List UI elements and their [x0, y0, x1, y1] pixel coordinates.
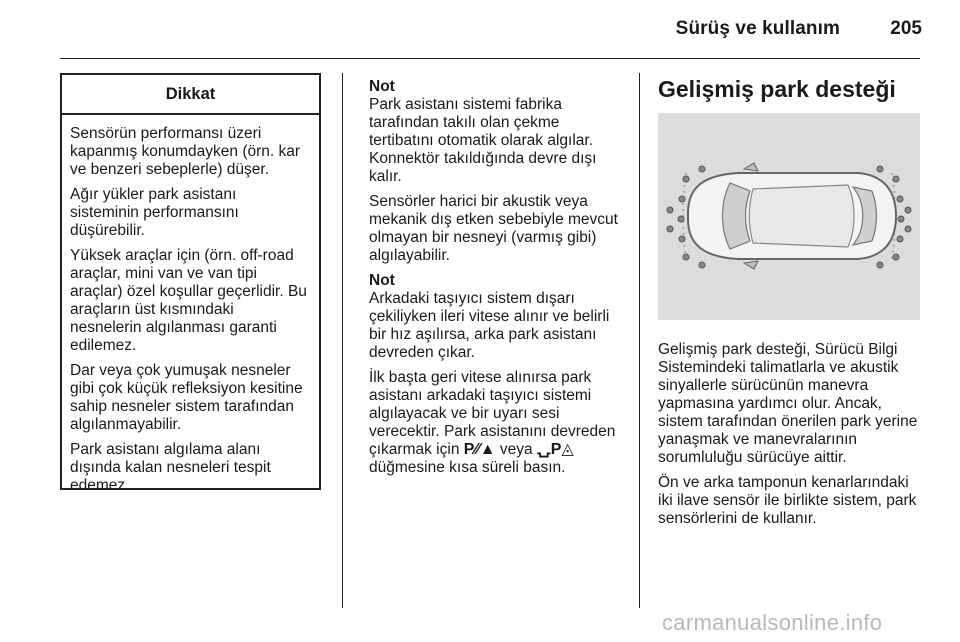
right-column	[658, 341, 922, 535]
running-header-title: Sürüş ve kullanım	[675, 18, 840, 39]
warning-paragraph: Dar veya çok yumuşak nesneler gibi çok küçük refleksiyon kesitine sahip nesneler sistem tarafından algılanmayabilir.	[70, 362, 303, 433]
paragraph-text: veya	[495, 441, 537, 458]
note-label: Not	[369, 78, 395, 95]
park-assist-button-icon: P⁄⁄▲	[463, 441, 496, 458]
car-top-view-icon	[658, 113, 920, 320]
car-sensor-figure	[658, 113, 920, 320]
body-paragraph	[369, 369, 631, 477]
note-block	[369, 272, 631, 362]
note-text: Arkadaki taşıyıcı sistem dışarı çekiliyken ileri vitese alınır ve belirli bir hız aşılırsa, arka park asistanı devreden çıkar.	[369, 290, 610, 361]
warning-body	[62, 115, 319, 495]
page-number: 205	[890, 18, 922, 39]
watermark: carmanualsonline.info	[662, 610, 883, 635]
paragraph-text: İlk başta geri vitese alınırsa park asistanı arkadaki taşıyıcı sistemi algılayacak ve bir uyarı sesi verecektir. Park asistanını devreden çıkarmak için	[369, 369, 616, 458]
note-block	[369, 78, 631, 186]
warning-paragraph: Yüksek araçlar için (örn. off-road araçlar, mini van ve van tipi araçlar) özel koşullar geçerlidir. Bu araçların üst kısmındaki nesnelerin algılanması garanti edilemez.	[70, 247, 307, 354]
warning-paragraph: Park asistanı algılama alanı dışında kalan nesneleri tespit edemez.	[70, 441, 271, 494]
column-divider-left	[342, 73, 343, 608]
body-paragraph: Gelişmiş park desteği, Sürücü Bilgi Sistemindeki talimatlarla ve akustik sinyallerle sürücünün manevra yapmasına yardımcı olur. Ancak, sistem tarafından önerilen park yerine yanaşmak ve manevralarının sorumluluğu sürücüye aittir.	[658, 341, 918, 466]
body-paragraph: Sensörler harici bir akustik veya mekanik dış etken sebebiyle mevcut olmayan bir nesneyi (varmış gibi) algılayabilir.	[369, 193, 618, 264]
section-title: Gelişmiş park desteği	[658, 76, 896, 102]
warning-paragraph: Sensörün performansı üzeri kapanmış konumdayken (örn. kar ve benzeri sebeplerle) düşer.	[70, 125, 301, 178]
warning-paragraph: Ağır yükler park asistanı sisteminin performansını düşürebilir.	[70, 186, 239, 239]
advanced-park-assist-button-icon: ⍽P◬	[536, 441, 574, 458]
warning-title: Dikkat	[62, 75, 319, 115]
middle-column	[369, 78, 631, 484]
note-label: Not	[369, 272, 395, 289]
paragraph-text: düğmesine kısa süreli basın.	[369, 459, 566, 476]
body-paragraph: Ön ve arka tamponun kenarlarındaki iki ilave sensör ile birlikte sistem, park sensörlerini de kullanır.	[658, 474, 917, 527]
header-rule	[60, 58, 920, 59]
warning-box	[60, 73, 321, 494]
note-text: Park asistanı sistemi fabrika tarafından takılı olan çekme tertibatını otomatik olarak algılar. Konnektör takıldığında devre dışı kalır.	[369, 96, 597, 185]
column-divider-right	[639, 73, 640, 608]
